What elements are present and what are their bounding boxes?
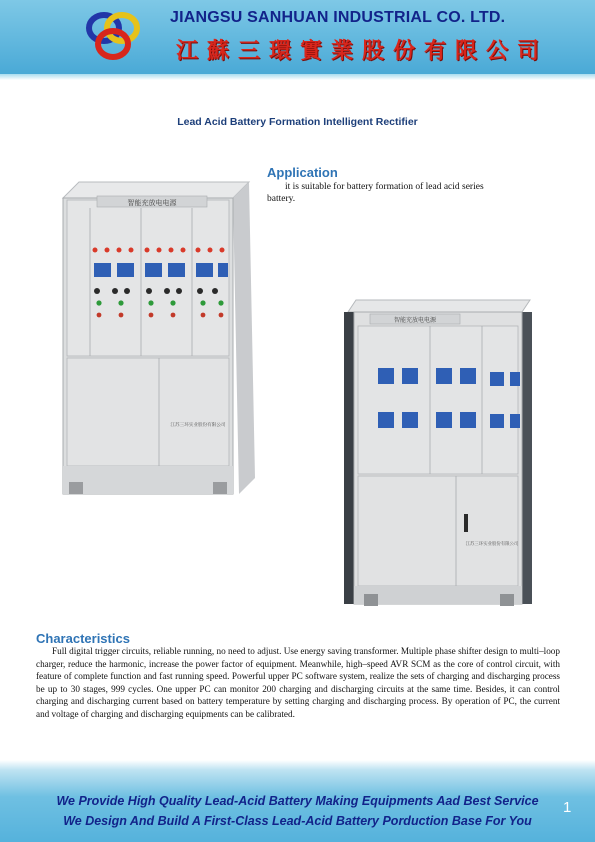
left-cabinet-photo <box>55 178 261 498</box>
characteristics-text: Full digital trigger circuits, reliable running, no need to adjust. Use energy saving transformer. Multiple phase shifter design to multi–loop charger, reduce the harmonic, increase the power factor of equipment. Meanwhile, high–speed AVR SCM as the core of control circuit, with feature of complete function and fast running speed. Powerful upper PC software system, realize the sets of charging and discharging process be up to 30 stages, 999 cycles. One upper PC can monitor 200 charging and discharging circuits at the same time. Besides, it can control charging and discharging current based on battery temperature by setting charging and discharging process. By operation of PC, the current and voltage of charging and discharging equipments can be calibrated. <box>36 646 560 719</box>
right-cabinet-photo <box>340 298 540 610</box>
right-cabinet-plaque: 智能充放电电源 <box>393 317 437 324</box>
application-text: it is suitable for battery formation of lead acid series battery. <box>267 182 484 204</box>
header-divider <box>0 74 595 80</box>
right-cabinet-nameplate: 江苏三环实业股份有限公司 <box>465 542 519 547</box>
left-cabinet-plaque: 智能充放电电源 <box>127 199 177 207</box>
characteristics-heading: Characteristics <box>36 631 130 646</box>
document-title: Lead Acid Battery Formation Intelligent Rectifier <box>177 116 418 128</box>
footer-slogan-1: We Provide High Quality Lead-Acid Battery Making Equipments Aad Best Service <box>56 794 539 808</box>
company-name-english: JIANGSU SANHUAN INDUSTRIAL CO. LTD. <box>170 9 506 26</box>
page-number: 1 <box>563 799 572 816</box>
left-cabinet-nameplate: 江苏三环实业股份有限公司 <box>170 423 226 428</box>
application-heading: Application <box>267 165 338 180</box>
company-name-chinese: 江蘇三環實業股份有限公司 <box>176 38 549 64</box>
three-rings-logo-icon <box>84 10 142 62</box>
footer-slogan-2: We Design And Build A First-Class Lead-Acid Battery Porduction Base For You <box>63 814 532 828</box>
